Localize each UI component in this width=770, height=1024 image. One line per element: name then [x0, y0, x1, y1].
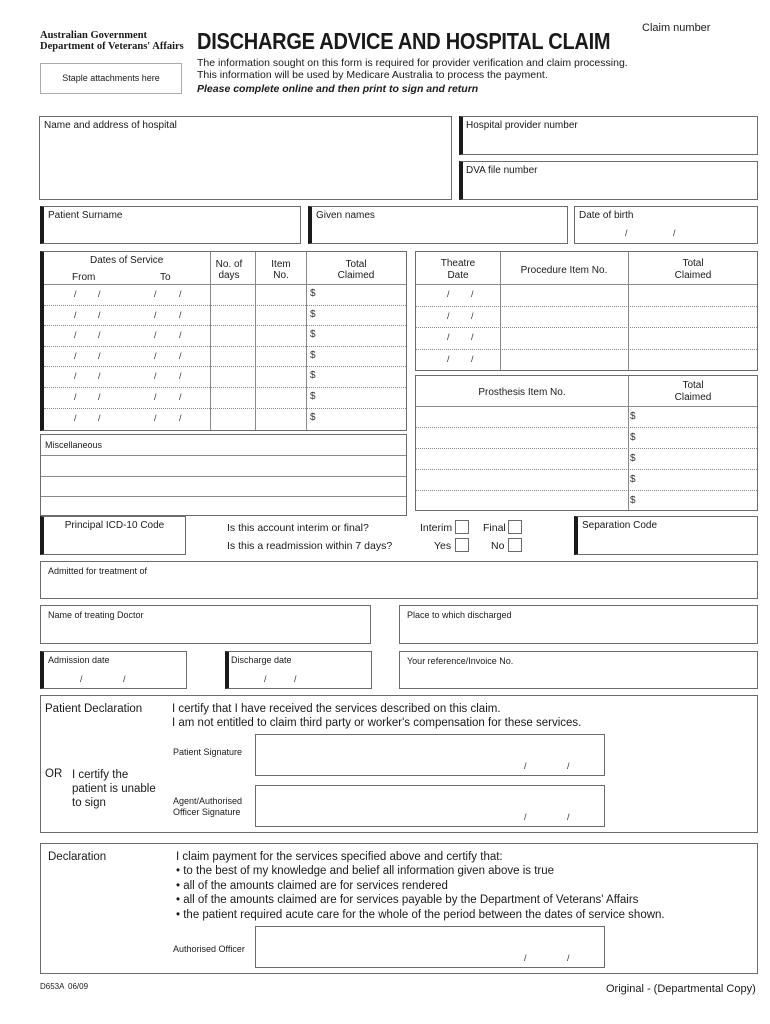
to-slash-2: /: [179, 371, 182, 382]
prosthesis-row[interactable]: [416, 406, 757, 427]
prosthesis-row[interactable]: [416, 469, 757, 490]
agent-sig-slash-1: /: [524, 812, 527, 822]
from-slash-1: /: [74, 412, 77, 423]
from-slash-2: /: [98, 392, 101, 402]
patient-signature-field[interactable]: [255, 734, 605, 776]
dollar-sign: $: [310, 329, 316, 341]
from-slash-2: /: [98, 309, 101, 320]
dollar-sign: $: [630, 432, 636, 443]
miscellaneous-field[interactable]: [40, 434, 407, 516]
declaration-bullet-3-text: all of the amounts claimed are for services payable by the Department of Veterans' Affairs: [183, 894, 639, 906]
item-no-header-2: No.: [273, 270, 289, 281]
admission-slash-2: /: [123, 674, 126, 684]
to-slash-2: /: [179, 289, 182, 299]
declaration-heading: Declaration: [48, 851, 107, 863]
to-slash-1: /: [154, 412, 157, 423]
form-title: DISCHARGE ADVICE AND HOSPITAL CLAIM: [197, 28, 611, 54]
yes-label: Yes: [434, 540, 452, 552]
copy-label: Original - (Departmental Copy): [606, 983, 756, 995]
from-slash-2: /: [98, 371, 101, 382]
unable-to-sign-line-2: patient is unable: [72, 783, 156, 795]
hospital-name-address-field[interactable]: [39, 116, 452, 200]
service-row[interactable]: [44, 408, 406, 428]
item-no-header-1: Item: [271, 259, 291, 270]
principal-icd10-label: Principal ICD-10 Code: [64, 520, 165, 531]
reference-invoice-label: Your reference/Invoice No.: [407, 656, 514, 666]
declaration-bullet-2: • all of the amounts claimed are for services rendered: [176, 880, 448, 892]
or-label: OR: [45, 768, 63, 780]
staple-area: [40, 63, 182, 94]
from-slash-2: /: [98, 330, 101, 341]
discharge-slash-2: /: [294, 674, 297, 684]
interim-label: Interim: [420, 522, 453, 534]
miscellaneous-label: Miscellaneous: [45, 440, 103, 450]
officer-sig-slash-2: /: [567, 953, 570, 963]
service-row[interactable]: [44, 366, 406, 386]
no-of-days-header-1: No. of: [215, 259, 243, 270]
theatre-total-claimed-header-2: Claimed: [674, 270, 712, 281]
theatre-row[interactable]: [416, 284, 757, 305]
patient-surname-label: Patient Surname: [48, 210, 123, 221]
instruction-text: Please complete online and then print to sign and return: [197, 83, 479, 95]
prosthesis-table: [415, 375, 758, 511]
theatre-date-header-2: Date: [447, 270, 469, 281]
admission-date-field[interactable]: [40, 651, 187, 689]
to-slash-2: /: [179, 412, 182, 423]
prosthesis-row[interactable]: [416, 427, 757, 448]
treating-doctor-field[interactable]: [40, 605, 371, 644]
from-slash-2: /: [98, 350, 101, 361]
agent-signature-field[interactable]: [255, 785, 605, 827]
hospital-provider-number-label: Hospital provider number: [466, 120, 578, 131]
service-row[interactable]: [44, 387, 406, 407]
to-slash-2: /: [179, 350, 182, 361]
authorised-officer-signature-field[interactable]: [255, 926, 605, 968]
agent-signature-label-1: Agent/Authorised: [173, 796, 243, 806]
services-table: [40, 251, 407, 431]
declaration-section: [40, 843, 758, 974]
agent-signature-label-2: Officer Signature: [173, 807, 241, 817]
to-slash-1: /: [154, 392, 157, 402]
from-slash-2: /: [98, 412, 101, 423]
theatre-slash-2: /: [471, 353, 474, 364]
service-row[interactable]: [44, 284, 406, 304]
discharge-date-field[interactable]: [225, 651, 372, 689]
total-claimed-header-2: Claimed: [337, 270, 375, 281]
service-row[interactable]: [44, 305, 406, 325]
patient-declaration-heading: Patient Declaration: [45, 703, 143, 715]
admission-slash-1: /: [80, 674, 83, 684]
given-names-label: Given names: [316, 210, 375, 221]
readmission-no-checkbox[interactable]: [508, 538, 522, 552]
patient-signature-label: Patient Signature: [173, 747, 243, 757]
dollar-sign: $: [630, 495, 636, 506]
dob-slash-1: /: [625, 228, 628, 238]
declaration-bullet-3: • all of the amounts claimed are for services payable by the Department of Veterans' Affairs: [176, 894, 639, 906]
given-names-field[interactable]: [308, 206, 568, 244]
from-slash-1: /: [74, 371, 77, 382]
theatre-row[interactable]: [416, 327, 757, 348]
dollar-sign: $: [630, 474, 636, 485]
theatre-total-claimed-header-1: Total: [682, 258, 704, 269]
dollar-sign: $: [310, 370, 316, 382]
from-slash-1: /: [74, 392, 77, 402]
final-checkbox[interactable]: [508, 520, 522, 534]
dollar-sign: $: [310, 391, 316, 402]
separation-code-field[interactable]: [574, 516, 758, 555]
unable-to-sign-line-1: I certify the: [72, 769, 129, 781]
declaration-intro: I claim payment for the services specified above and certify that:: [176, 851, 503, 863]
dva-file-number-field[interactable]: [459, 161, 758, 200]
form-code: D653A: [40, 982, 65, 991]
admission-date-label: Admission date: [48, 655, 110, 665]
prosthesis-total-claimed-header-1: Total: [682, 380, 704, 391]
theatre-slash-2: /: [471, 310, 474, 321]
reference-invoice-field[interactable]: [399, 651, 758, 689]
readmission-question: Is this a readmission within 7 days?: [227, 540, 393, 552]
declaration-bullet-2-text: all of the amounts claimed are for services rendered: [183, 880, 448, 892]
dates-of-service-header: Dates of Service: [90, 255, 164, 266]
to-slash-1: /: [154, 330, 157, 341]
declaration-bullet-4-text: the patient required acute care for the whole of the period between the dates of service shown.: [183, 909, 665, 921]
theatre-row[interactable]: [416, 349, 757, 370]
patient-surname-field[interactable]: [40, 206, 301, 244]
to-slash-2: /: [179, 330, 182, 341]
to-header: To: [160, 272, 171, 283]
theatre-slash-1: /: [447, 353, 450, 364]
staple-label: Staple attachments here: [62, 73, 160, 83]
hospital-provider-number-field[interactable]: [459, 116, 758, 155]
dob-slash-2: /: [673, 228, 676, 238]
to-slash-1: /: [154, 371, 157, 382]
from-slash-1: /: [74, 330, 77, 341]
declaration-bullet-1-text: to the best of my knowledge and belief all information given above is true: [183, 865, 555, 877]
dollar-sign: $: [310, 349, 316, 361]
patient-declaration-text-2: I am not entitled to claim third party or worker's compensation for these services.: [172, 717, 582, 729]
theatre-date-header-1: Theatre: [440, 258, 476, 269]
to-slash-2: /: [179, 309, 182, 320]
theatre-row[interactable]: [416, 306, 757, 327]
to-slash-1: /: [154, 309, 157, 320]
from-slash-1: /: [74, 350, 77, 361]
place-discharged-label: Place to which discharged: [407, 610, 512, 620]
interim-final-question: Is this account interim or final?: [227, 522, 369, 534]
authorised-officer-label: Authorised Officer: [173, 944, 245, 954]
prosthesis-item-header: Prosthesis Item No.: [478, 387, 566, 398]
to-slash-1: /: [154, 350, 157, 361]
agency-line-1: Australian Government: [40, 30, 148, 41]
patient-declaration-section: [40, 695, 758, 833]
dollar-sign: $: [310, 411, 316, 423]
to-slash-2: /: [179, 392, 182, 402]
from-header: From: [72, 272, 96, 283]
patient-sig-slash-2: /: [567, 761, 570, 771]
readmission-yes-checkbox[interactable]: [455, 538, 469, 552]
theatre-slash-1: /: [447, 332, 450, 342]
service-row[interactable]: [44, 325, 406, 345]
agency-line-2: Department of Veterans' Affairs: [40, 41, 184, 52]
total-claimed-header-1: Total: [345, 259, 367, 270]
theatre-slash-1: /: [447, 310, 450, 321]
principal-icd10-field[interactable]: [40, 516, 186, 555]
from-slash-1: /: [74, 289, 77, 299]
place-discharged-field[interactable]: [399, 605, 758, 644]
procedure-item-header: Procedure Item No.: [520, 265, 608, 276]
theatre-slash-2: /: [471, 289, 474, 299]
no-label: No: [491, 540, 505, 552]
prosthesis-total-claimed-header-2: Claimed: [674, 392, 712, 403]
from-slash-1: /: [74, 309, 77, 320]
form-date-code: 06/09: [68, 982, 89, 991]
declaration-bullet-1: • to the best of my knowledge and belief all information given above is true: [176, 865, 555, 877]
patient-declaration-text-1: I certify that I have received the services described on this claim.: [172, 703, 501, 715]
info-line-2: This information will be used by Medicare Australia to process the payment.: [197, 69, 548, 81]
date-of-birth-field[interactable]: [574, 206, 758, 244]
dollar-sign: $: [630, 411, 636, 422]
to-slash-1: /: [154, 289, 157, 299]
theatre-slash-2: /: [471, 332, 474, 342]
date-of-birth-label: Date of birth: [579, 210, 634, 221]
prosthesis-row[interactable]: [416, 490, 757, 511]
dollar-sign: $: [310, 288, 316, 299]
final-label: Final: [483, 522, 506, 534]
treating-doctor-label: Name of treating Doctor: [48, 610, 144, 620]
officer-sig-slash-1: /: [524, 953, 527, 963]
interim-checkbox[interactable]: [455, 520, 469, 534]
dollar-sign: $: [630, 453, 636, 464]
hospital-name-address-label: Name and address of hospital: [44, 120, 177, 131]
service-row[interactable]: [44, 346, 406, 366]
dva-file-number-label: DVA file number: [466, 165, 538, 176]
admitted-for-treatment-field[interactable]: [40, 561, 758, 599]
claim-number-label: Claim number: [642, 22, 711, 34]
discharge-slash-1: /: [264, 674, 267, 684]
separation-code-label: Separation Code: [582, 520, 658, 531]
theatre-slash-1: /: [447, 289, 450, 299]
patient-sig-slash-1: /: [524, 761, 527, 771]
no-of-days-header-2: days: [218, 270, 240, 281]
prosthesis-row[interactable]: [416, 448, 757, 469]
theatre-table: [415, 251, 758, 371]
from-slash-2: /: [98, 289, 101, 299]
agent-sig-slash-2: /: [567, 812, 570, 822]
info-line-1: The information sought on this form is required for provider verification and claim processing.: [197, 57, 628, 69]
admitted-for-treatment-label: Admitted for treatment of: [48, 566, 148, 576]
dollar-sign: $: [310, 308, 316, 320]
discharge-date-label: Discharge date: [231, 655, 292, 665]
declaration-bullet-4: • the patient required acute care for the whole of the period between the dates of service shown.: [176, 909, 665, 921]
unable-to-sign-line-3: to sign: [72, 797, 106, 809]
